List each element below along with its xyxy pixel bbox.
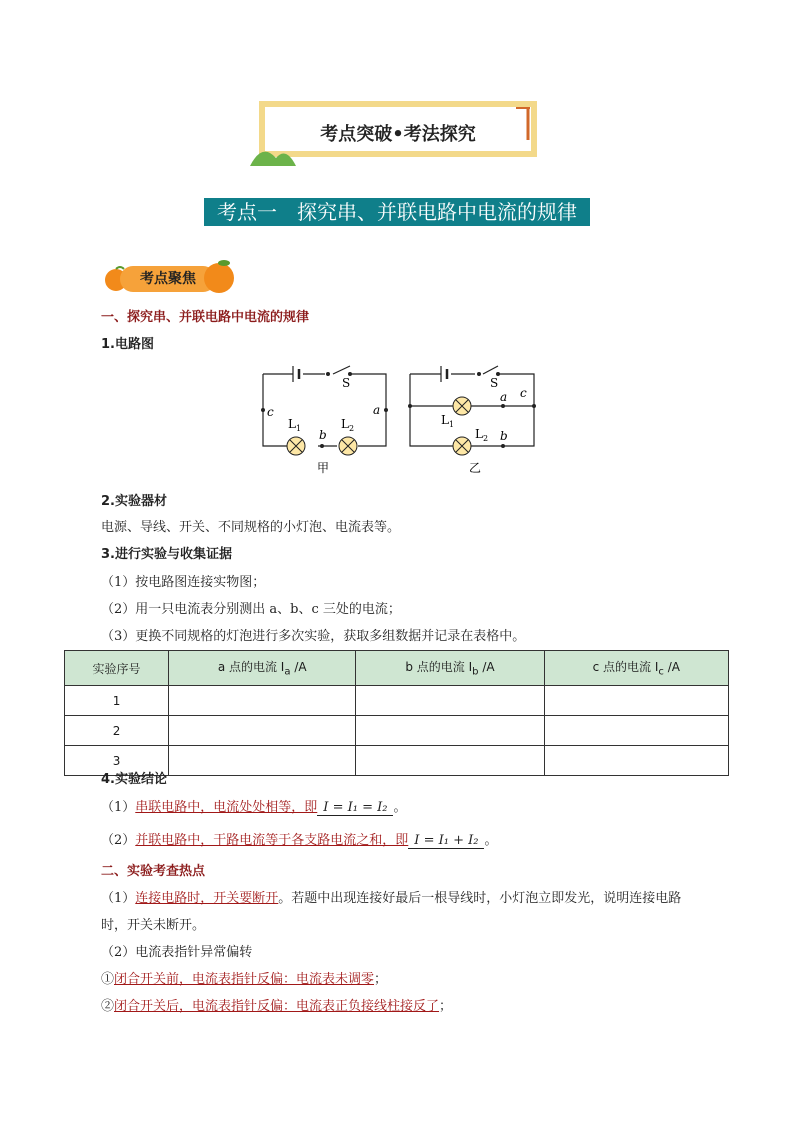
bookmark-icon <box>512 104 532 144</box>
procedure-heading: 3.进行实验与收集证据 <box>101 547 232 562</box>
lamp-icon <box>453 397 471 415</box>
section1-heading: 一、探究串、并联电路中电流的规律 <box>101 310 310 325</box>
table-header: b 点的电流 $I_b$ /A <box>356 651 544 686</box>
step-2: （2）用一只电流表分别测出 a、b、c 三处的电流； <box>101 602 401 617</box>
equipment-heading: 2.实验器材 <box>101 494 167 509</box>
svg-text:b: b <box>319 428 327 442</box>
data-table <box>64 650 729 776</box>
svg-text:L: L <box>288 417 296 431</box>
svg-text:1: 1 <box>296 424 302 433</box>
parallel-circuit-diagram <box>403 360 543 480</box>
table-row <box>65 716 729 746</box>
table-cell: 1 <box>65 686 169 716</box>
table-header: a 点的电流 $I_a$ /A <box>169 651 356 686</box>
lamp-icon <box>287 437 305 455</box>
table-header: c 点的电流 $I_c$ /A <box>544 651 728 686</box>
hotspot-1: （1）连接电路时，开关要断开。若题中出现连接好最后一根导线时，小灯泡立即发光，说明连接电路 <box>101 891 682 906</box>
step-3: （3）更换不同规格的灯泡进行多次实验，获取多组数据并记录在表格中。 <box>101 629 526 644</box>
orange-icon-large <box>202 256 238 296</box>
hotspot-1-cont: 时，开关未断开。 <box>101 918 206 933</box>
svg-text:c: c <box>267 405 274 419</box>
section2-heading: 二、实验考查热点 <box>101 864 206 879</box>
topic-title: 考点一 探究串、并联电路中电流的规律 <box>204 198 590 226</box>
hotspot-2a: ①闭合开关前，电流表指针反偏：电流表未调零； <box>101 972 388 987</box>
circuit-heading: 1.电路图 <box>101 337 154 352</box>
lamp-icon <box>339 437 357 455</box>
svg-text:S: S <box>490 376 499 390</box>
table-header-row <box>65 651 729 686</box>
table-row <box>65 686 729 716</box>
table-cell: 2 <box>65 716 169 746</box>
svg-text:b: b <box>500 429 508 443</box>
svg-text:L: L <box>341 417 349 431</box>
table-cell: 3 <box>65 746 169 776</box>
svg-text:甲: 甲 <box>317 461 330 475</box>
lamp-icon <box>453 437 471 455</box>
svg-text:L: L <box>475 427 483 441</box>
svg-text:2: 2 <box>483 434 489 443</box>
section-banner <box>259 101 537 157</box>
svg-text:L: L <box>441 413 449 427</box>
conclusion-1: （1）串联电路中，电流处处相等，即 I = I₁ = I₂ 。 <box>101 800 407 815</box>
svg-text:a: a <box>500 390 508 404</box>
svg-text:a: a <box>373 403 381 417</box>
series-circuit-diagram <box>255 360 395 480</box>
banner-title: 考点突破•考法探究 <box>320 124 476 145</box>
hotspot-2: （2）电流表指针异常偏转 <box>101 945 253 960</box>
svg-text:1: 1 <box>449 420 455 429</box>
svg-text:2: 2 <box>349 424 355 433</box>
hill-icon <box>248 138 298 168</box>
focus-tag: 考点聚焦 <box>120 266 216 292</box>
conclusion-2: （2）并联电路中，干路电流等于各支路电流之和，即 I = I₁ + I₂ 。 <box>101 833 498 848</box>
step-1: （1）按电路图连接实物图； <box>101 575 266 590</box>
svg-text:c: c <box>520 386 527 400</box>
equipment-text: 电源、导线、开关、不同规格的小灯泡、电流表等。 <box>101 520 401 535</box>
table-header: 实验序号 <box>65 651 169 686</box>
conclusion-heading: 4.实验结论 <box>101 772 167 787</box>
svg-text:S: S <box>342 376 351 390</box>
svg-text:乙: 乙 <box>469 461 482 475</box>
hotspot-2b: ②闭合开关后，电流表指针反偏：电流表正负接线柱接反了； <box>101 999 453 1014</box>
